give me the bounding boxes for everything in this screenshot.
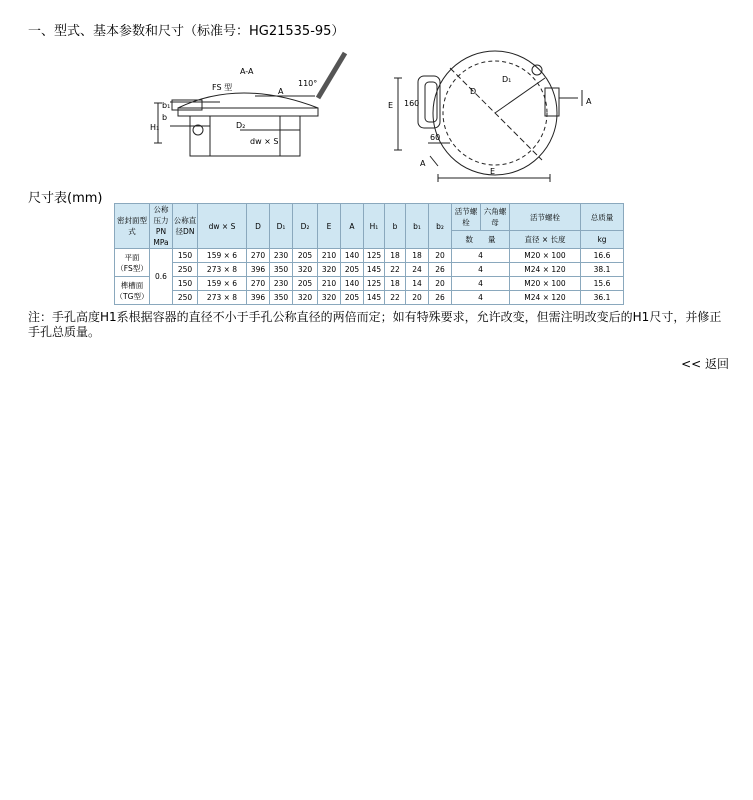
header-pn: 公称压力PN MPa [150,204,173,249]
flange [178,108,318,116]
cell-b: 18 [385,249,406,263]
table-row [115,249,624,263]
handle-bar [318,53,345,98]
table-row [115,291,624,305]
cell-bolt: M24 × 120 [510,291,581,305]
cell-weight: 38.1 [581,263,624,277]
header-hinge-bolt-2: 活节螺栓 [510,204,581,231]
cell-qty: 4 [452,249,510,263]
cell-h1: 145 [364,263,385,277]
cell-d: 270 [247,277,270,291]
cell-a: 140 [341,249,364,263]
label-d: D [470,87,477,96]
header-b1: b₁ [406,204,429,249]
header-b: b [385,204,406,249]
cell-weight: 36.1 [581,291,624,305]
cell-h1: 145 [364,291,385,305]
cell-d2: 320 [293,291,318,305]
label-dws: dw × S [250,137,279,146]
cell-b: 22 [385,291,406,305]
header-weight: 总质量 [581,204,624,231]
label-b: b [162,113,168,122]
footnote: 注：手孔高度H1系根据容器的直径不小于手孔公称直径的两倍而定；如有特殊要求，允许改变，但需注明改变后的H1尺寸，并修正手孔总质量。 [28,310,722,339]
header-hinge-bolt: 活节螺栓 [452,204,481,231]
label-160: 160 [404,99,420,108]
label-a-right: A [586,97,592,106]
header-h1: H₁ [364,204,385,249]
back-link[interactable]: << 返回 [681,357,729,371]
cell-e: 320 [318,291,341,305]
manhole-drawing [150,38,610,186]
table-row [115,277,624,291]
header-seal: 密封面型式 [115,204,150,249]
cell-dws: 159 × 6 [198,249,247,263]
cell-d: 396 [247,263,270,277]
cell-d1: 230 [270,249,293,263]
header-hex-nut: 六角螺母 [481,204,510,231]
header-diam-len: 直径 × 长度 [510,231,581,249]
cell-d2: 205 [293,249,318,263]
header-dws: dw × S [198,204,247,249]
cell-dws: 159 × 6 [198,277,247,291]
cell-b1: 18 [406,249,429,263]
seal-fs-cell: 平面 （FS型） [115,249,150,277]
header-e: E [318,204,341,249]
label-d2: D₂ [236,121,246,130]
header-d1: D₁ [270,204,293,249]
cell-dn: 150 [173,249,198,263]
table-caption: 尺寸表(mm) [28,191,103,206]
cell-dws: 273 × 8 [198,291,247,305]
cell-d1: 350 [270,263,293,277]
page-heading: 一、型式、基本参数和尺寸（标准号：HG21535-95） [28,24,345,39]
spec-table [114,203,624,305]
cell-h1: 125 [364,249,385,263]
cell-bolt: M20 × 100 [510,277,581,291]
pn-cell: 0.6 [150,249,173,305]
header-d: D [247,204,270,249]
cell-dn: 250 [173,291,198,305]
cell-qty: 4 [452,291,510,305]
cell-b2: 26 [429,291,452,305]
cell-d2: 205 [293,277,318,291]
label-60: 60 [430,133,441,142]
cell-d1: 230 [270,277,293,291]
cell-d2: 320 [293,263,318,277]
label-d1: D₁ [502,75,512,84]
cell-dn: 150 [173,277,198,291]
label-section: A-A [240,67,254,76]
label-h1: H₁ [150,123,160,132]
cell-b1: 24 [406,263,429,277]
seal-tg-cell: 榫槽面 （TG型） [115,277,150,305]
cell-b1: 20 [406,291,429,305]
header-d2: D₂ [293,204,318,249]
cell-b: 18 [385,277,406,291]
cell-dn: 250 [173,263,198,277]
cell-d: 396 [247,291,270,305]
label-a-bottom: A [420,159,426,168]
cell-d1: 350 [270,291,293,305]
cell-e: 210 [318,249,341,263]
label-a: A [278,87,284,96]
cell-e: 210 [318,277,341,291]
header-b2: b₂ [429,204,452,249]
table-row [115,263,624,277]
cell-bolt: M24 × 120 [510,263,581,277]
label-e-horiz: E [490,167,496,176]
cell-qty: 4 [452,277,510,291]
header-weight-unit: kg [581,231,624,249]
label-angle: 110° [298,79,318,88]
cell-b: 22 [385,263,406,277]
cell-h1: 125 [364,277,385,291]
header-qty: 数 量 [452,231,510,249]
cell-b2: 20 [429,249,452,263]
cell-a: 205 [341,291,364,305]
label-e-vert: E [388,101,394,110]
header-dn: 公称直径DN [173,204,198,249]
cell-weight: 16.6 [581,249,624,263]
cell-b2: 20 [429,277,452,291]
cell-a: 140 [341,277,364,291]
cell-dws: 273 × 8 [198,263,247,277]
label-b1: b₁ [162,101,171,110]
cell-qty: 4 [452,263,510,277]
cell-d: 270 [247,249,270,263]
cell-weight: 15.6 [581,277,624,291]
label-fs: FS 型 [212,83,233,92]
cell-a: 205 [341,263,364,277]
cell-e: 320 [318,263,341,277]
cell-b1: 14 [406,277,429,291]
cell-bolt: M20 × 100 [510,249,581,263]
cell-b2: 26 [429,263,452,277]
header-a: A [341,204,364,249]
